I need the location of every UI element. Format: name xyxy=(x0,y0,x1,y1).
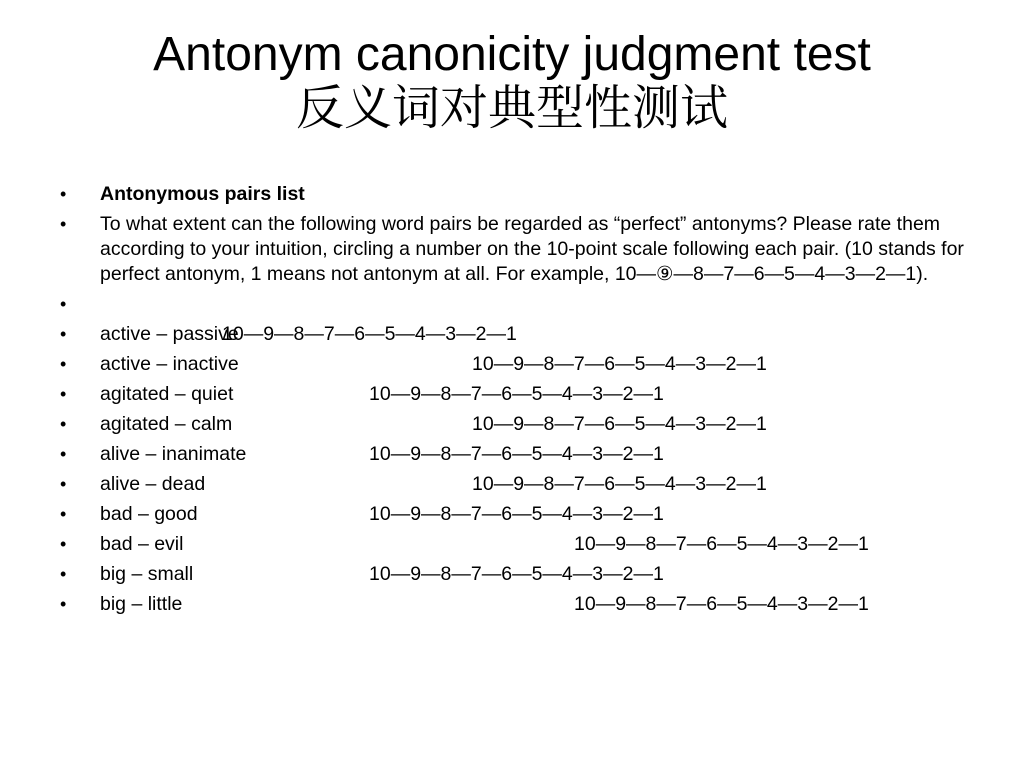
rating-scale[interactable]: 10—9—8—7—6—5—4—3—2—1 xyxy=(369,503,664,525)
list-heading: Antonymous pairs list xyxy=(100,183,305,205)
instructions-text: To what extent can the following word pairs be regarded as “perfect” antonyms? Please rate them according to your intuition, circling a number on the 10-point scale following each pair. (10 stands for perfect antonym, 1 means not antonym at all. For example, 10—⑨—8—7—6—5—4—3—2—1). xyxy=(100,213,964,285)
rating-scale[interactable]: 10—9—8—7—6—5—4—3—2—1 xyxy=(369,563,664,585)
empty-bullet xyxy=(55,292,975,317)
title-english: Antonym canonicity judgment test xyxy=(153,28,871,81)
rating-scale[interactable]: 10—9—8—7—6—5—4—3—2—1 xyxy=(472,413,767,435)
title-chinese: 反义词对典型性测试 xyxy=(295,79,728,136)
pair-item-active-inactive xyxy=(55,352,975,377)
bullet-list xyxy=(55,182,975,622)
pair-item-agitated-calm xyxy=(55,412,975,437)
pair-label: bad – evil xyxy=(100,533,184,555)
pair-item-agitated-quiet xyxy=(55,382,975,407)
pair-item-bad-good xyxy=(55,502,975,527)
pair-label: big – small xyxy=(100,563,194,585)
rating-scale[interactable]: 10—9—8—7—6—5—4—3—2—1 xyxy=(472,473,767,495)
pair-item-active-passive xyxy=(55,322,975,347)
pair-label: agitated – quiet xyxy=(100,383,234,405)
pair-item-big-small xyxy=(55,562,975,587)
pair-label: alive – dead xyxy=(100,473,206,495)
pair-item-alive-dead xyxy=(55,472,975,497)
rating-scale[interactable]: 10—9—8—7—6—5—4—3—2—1 xyxy=(369,383,664,405)
rating-scale[interactable]: 10—9—8—7—6—5—4—3—2—1 xyxy=(369,443,664,465)
pair-label: active – passive xyxy=(100,323,239,345)
pair-item-alive-inanimate xyxy=(55,442,975,467)
rating-scale[interactable]: 10—9—8—7—6—5—4—3—2—1 xyxy=(472,353,767,375)
list-heading-item xyxy=(55,182,975,207)
pair-label: alive – inanimate xyxy=(100,443,247,465)
pair-label: bad – good xyxy=(100,503,198,525)
pair-item-big-little xyxy=(55,592,975,617)
slide-title xyxy=(0,28,1024,136)
pair-item-bad-evil xyxy=(55,532,975,557)
pair-label: agitated – calm xyxy=(100,413,233,435)
rating-scale[interactable]: 10—9—8—7—6—5—4—3—2—1 xyxy=(222,323,517,345)
instructions-item xyxy=(55,212,975,287)
rating-scale[interactable]: 10—9—8—7—6—5—4—3—2—1 xyxy=(574,593,869,615)
pair-label: big – little xyxy=(100,593,183,615)
rating-scale[interactable]: 10—9—8—7—6—5—4—3—2—1 xyxy=(574,533,869,555)
pair-label: active – inactive xyxy=(100,353,239,375)
